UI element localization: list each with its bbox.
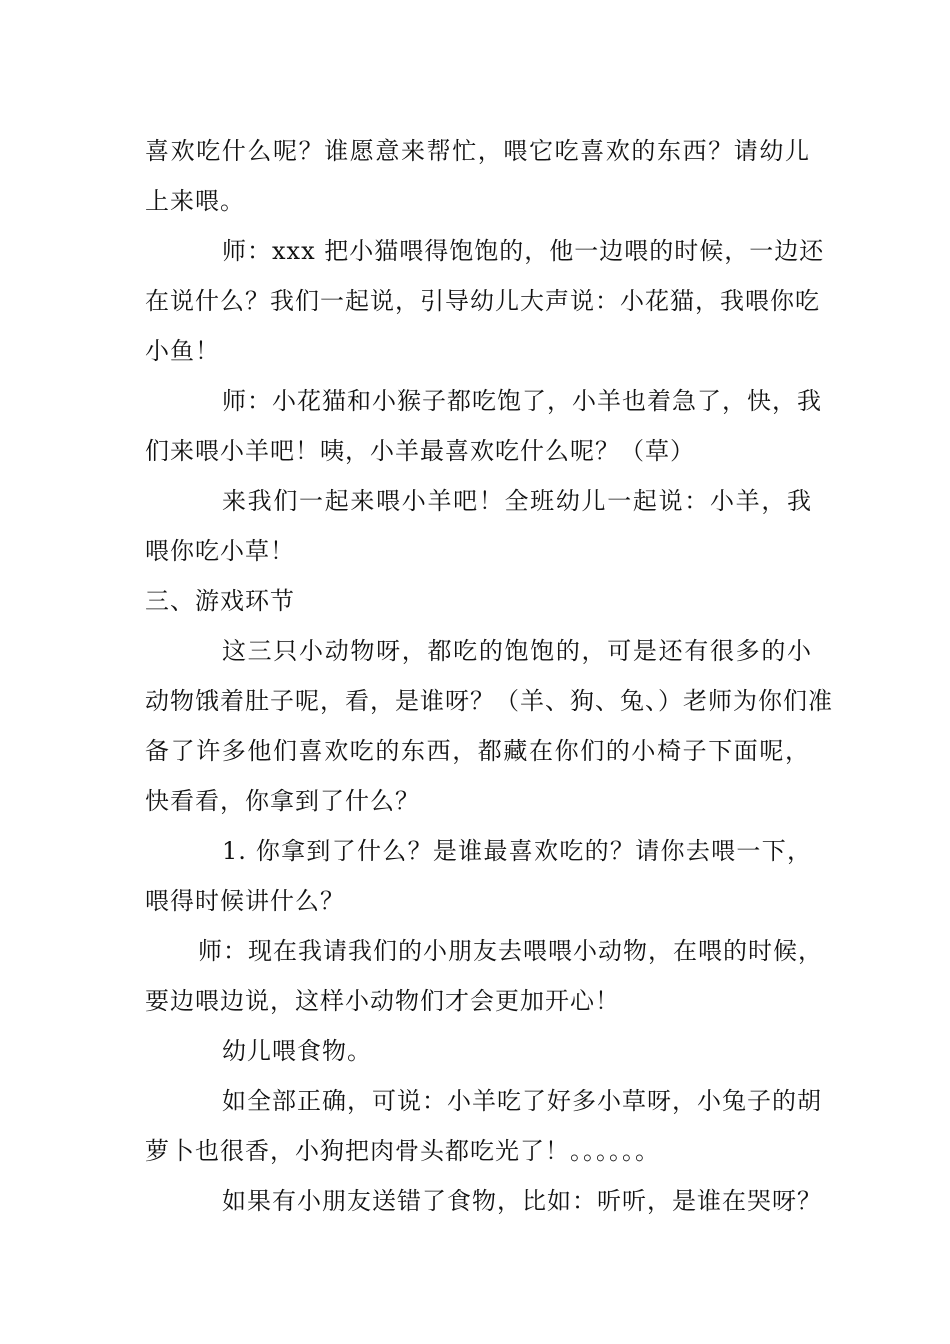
- text-line-14: 快看看，你拿到了什么？: [145, 787, 420, 815]
- text-line-16: 喂得时候讲什么？: [145, 887, 345, 915]
- text-line-7: 们来喂小羊吧！咦，小羊最喜欢吃什么呢？（草）: [145, 437, 695, 465]
- text-line-19: 幼儿喂食物。: [222, 1037, 372, 1065]
- text-line-5: 小鱼！: [145, 337, 220, 365]
- text-line-21: 萝卜也很香，小狗把肉骨头都吃光了！。。。。。。: [145, 1137, 660, 1165]
- text-line-8: 来我们一起来喂小羊吧！全班幼儿一起说：小羊，我: [222, 487, 812, 515]
- text-line-18: 要边喂边说，这样小动物们才会更加开心！: [145, 987, 620, 1015]
- text-line-20: 如全部正确，可说：小羊吃了好多小草呀，小兔子的胡: [222, 1087, 822, 1115]
- text-line-11: 这三只小动物呀，都吃的饱饱的，可是还有很多的小: [222, 637, 812, 665]
- text-line-2: 上来喂。: [145, 187, 245, 215]
- text-line-1: 喜欢吃什么呢？谁愿意来帮忙，喂它吃喜欢的东西？请幼儿: [145, 137, 810, 165]
- text-line-22: 如果有小朋友送错了食物，比如：听听，是谁在哭呀？: [222, 1187, 822, 1215]
- text-line-4: 在说什么？我们一起说，引导幼儿大声说：小花猫，我喂你吃: [145, 287, 820, 315]
- text-line-3: 师：xxx 把小猫喂得饱饱的，他一边喂的时候，一边还: [222, 237, 825, 265]
- text-line-6: 师：小花猫和小猴子都吃饱了，小羊也着急了，快，我: [222, 387, 822, 415]
- text-line-13: 备了许多他们喜欢吃的东西，都藏在你们的小椅子下面呢，: [145, 737, 810, 765]
- text-line-17: 师：现在我请我们的小朋友去喂喂小动物，在喂的时候，: [198, 937, 823, 965]
- text-line-9: 喂你吃小草！: [145, 537, 295, 565]
- text-line-12: 动物饿着肚子呢，看，是谁呀？（羊、狗、兔、）老师为你们准: [145, 687, 833, 715]
- section-heading: 三、游戏环节: [145, 587, 295, 615]
- text-line-15: 1. 你拿到了什么？是谁最喜欢吃的？请你去喂一下，: [222, 837, 812, 865]
